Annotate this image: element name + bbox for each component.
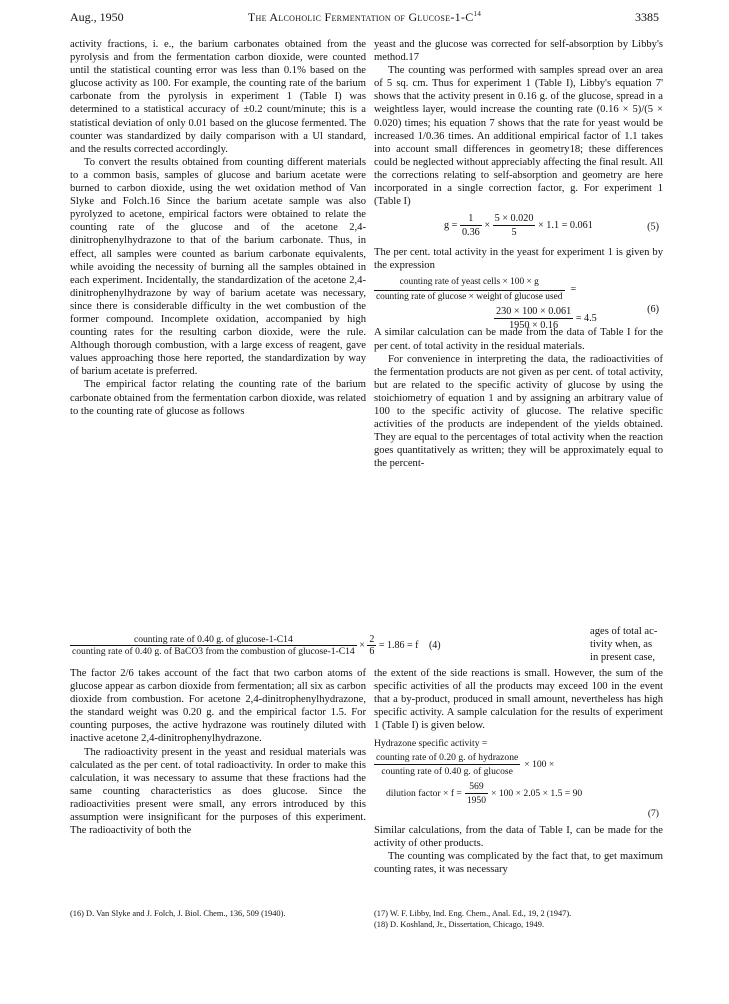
paragraph: activity fractions, i. e., the barium carbonates obtained from the pyrolysis and from the fermentation carbon dioxide, were counted until the statistical counting error was less than 0.1% based on the glucose activity as 100. For example, the counting rate of the barium carbonate from the pyrolysis in experiment 1 (Table I) was determined to a statistical accuracy of ±0.2 count/minute; this is a statistical deviation of only 0.01 based on the glucose fermented. The counter was standardized by daily comparison with a Ul standard, and the results corrected accordingly.	[70, 39, 366, 155]
left-column-bottom	[70, 667, 366, 837]
wrap-text-beside-eq4: ages of total ac- tivity when, as in present case,	[590, 626, 658, 664]
left-column-top	[70, 38, 366, 418]
paragraph: A similar calculation can be made from the data of Table I for the per cent. of total activity in the residual materials.	[374, 327, 663, 352]
paragraph: Similar calculations, from the data of Table I, can be made for the activity of other products.	[374, 825, 663, 850]
paragraph: The per cent. total activity in the yeast for experiment 1 is given by the expression	[374, 247, 663, 272]
header-title: The Alcoholic Fermentation of Glucose-$1-C^{14}$	[247, 10, 482, 24]
footnote-17: (17) W. F. Libby, Ind. Eng. Chem., Anal. Ed., 19, 2 (1947).	[374, 909, 572, 918]
equation-4: counting rate of 0.40 g. of glucose-1-C14 counting rate of 0.40 g. of BaCO3 from the combustion of glucose-1-C14 × $\frac{2}{6}$ = 1.86 = f (4)	[72, 634, 441, 657]
running-header	[70, 10, 659, 30]
footnotes-right	[374, 909, 663, 930]
header-date: Aug., 1950	[70, 10, 124, 24]
right-column-top	[374, 38, 663, 470]
paragraph: The counting was complicated by the fact that, to get maximum counting rates, it was necessary	[374, 851, 663, 876]
equation-5: g = $\frac{1}{0.36}$ × $\frac{5 \times 0.020}{5}$ × 1.1 = 0.061 (5)	[444, 213, 659, 239]
equation-7: Hydrazone specific activity = $\frac{\text{counting rate of 0.20 g. of hydrazone}}{\text{counting rate of 0.40 g. of glucose}}$ × 100 × dilution factor × f = $\frac{569}{1950}$ × 100 × 2.05 × 1.5 = 90 (7)	[374, 738, 659, 819]
footnote-18: (18) D. Koshland, Jr., Dissertation, Chicago, 1949.	[374, 919, 545, 929]
paragraph: yeast and the glucose was corrected for self-absorption by Libby's method.17	[374, 39, 663, 64]
footnotes-left	[70, 909, 366, 920]
right-column-bottom	[374, 667, 663, 876]
paragraph: The empirical factor relating the counting rate of the barium carbonate obtained from the fermentation carbon dioxide, was related to the counting rate of glucose as follows	[70, 379, 366, 417]
paragraph: The factor 2/6 takes account of the fact that two carbon atoms of glucose appear as carbon dioxide from fermentation; all six as carbon dioxide from combustion. For acetone 2,4-dinitrophenylhydrazone, the standard weight was 0.20 g. and the empirical factor 1.5. For counting purposes, the active hydrazone was routinely diluted with inactive acetone 2,4-dinitrophenylhydrazone.	[70, 668, 366, 745]
equation-6: $\frac{\text{counting rate of yeast cells × 100 × g}}{\text{counting rate of glucose × weight of glucose used}}$ = $\frac{230 \times 100 \times 0.061}{1950 \times 0.16}$ = 4.5 (6)	[376, 277, 659, 331]
paragraph: the extent of the side reactions is small. However, the sum of the specific activities of all the products may exceed 100 in the event that a by-product, produced in small amount, nevertheless has high specific activity. A sample calculation for the results of experiment 1 (Table I) is given below.	[374, 668, 663, 732]
header-page-number: 3385	[635, 10, 659, 24]
paragraph: The counting was performed with samples spread over an area of 5 sq. cm. Thus for experiment 1 (Table I), Libby's equation 7' shows that the activity present in 0.16 g. of the glucose, spread in a weightless layer, would increase the counting rate (0.16 × 5)/(5 × 0.020) times; his equation 7 shows that the rate for yeast would be increased 1/0.36 times. An additional empirical factor of 1.1 takes into account small differences in geometry18; these differences could be neglected without appreciably affecting the final result. All the corrections relating to self-absorption and geometry are here incorporated in a single correction factor, g. For experiment 1 (Table I)	[374, 65, 663, 208]
paragraph: The radioactivity present in the yeast and residual materials was calculated as the per cent. of total radioactivity. In order to make this calculation, it was necessary to assume that these fractions had the same counting characteristics as does glucose. Since the radioactivities present were small, any errors introduced by this assumption were insignificant for the purposes of this experiment. The radioactivity of both the	[70, 746, 366, 837]
paragraph: For convenience in interpreting the data, the radioactivities of the fermentation products are not given as per cent. of total activity, but are related to the specific activity of glucose by using the stoichiometry of equation 1 and by assigning an arbitrary value of 100 to the specific activity of glucose. The relative specific activities of the products are independent of the yields obtained. They are equal to the percentages of total activity when the reaction goes quantitatively as written; they will be approximately equal to the percent-	[374, 353, 663, 470]
footnote-16: (16) D. Van Slyke and J. Folch, J. Biol. Chem., 136, 509 (1940).	[70, 909, 286, 918]
paragraph: To convert the results obtained from counting different materials to a common basis, samples of glucose and barium acetate were burned to carbon dioxide, using the wet oxidation method of Van Slyke and Folch.16 Since the barium acetate sample was also pyrolyzed to acetone, empirical factors were obtained to relate the counting rate of the glucose and of the acetone 2,4-dinitrophenylhydrazone to that of the barium carbonate. Thus, in effect, all samples were counted as barium carbonate equivalents, while avoiding the necessity of burning all the samples obtained in each experiment. Incidentally, the standardization of the acetone 2,4-dinitrophenylhydrazone by way of barium acetate was necessary, since there is considerable difficulty in the wet combustion of the former compound. Incomplete oxidation, accompanied by high counting rates for the resulting carbon dioxide, were the rule. Although thorough combustion, with a large excess of reagent, gave values approaching those here reported, the standardization by way of barium acetate is preferred.	[70, 156, 366, 378]
